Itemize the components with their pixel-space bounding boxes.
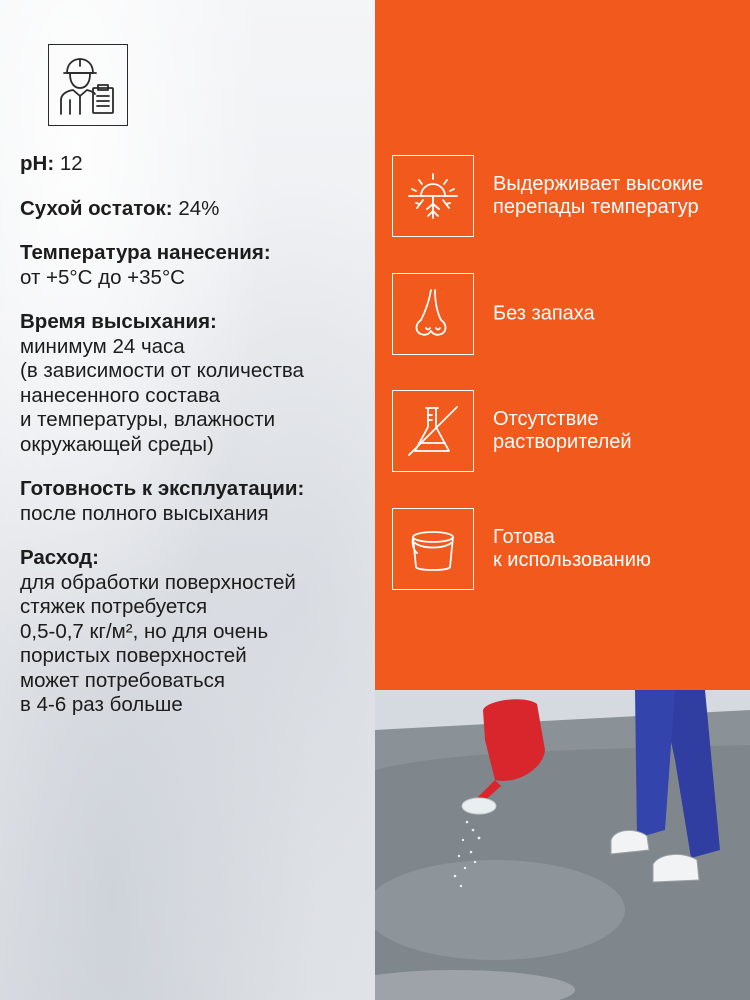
spec-value: от +5°C до +35°C — [20, 265, 185, 289]
nose-icon — [403, 284, 463, 344]
application-photo — [375, 690, 750, 1000]
spec-readiness — [20, 477, 368, 526]
specs-list — [20, 152, 368, 738]
feature-no-solvents — [392, 390, 742, 472]
feature-icon-frame — [392, 390, 474, 472]
sun-frost-icon — [403, 166, 463, 226]
spec-key: Время высыхания: — [20, 310, 217, 333]
feature-label: Готова к использованию — [493, 526, 651, 571]
spec-key: pH: — [20, 152, 55, 175]
flask-crossed-icon — [403, 401, 463, 461]
spec-drying-time — [20, 310, 368, 457]
feature-icon-frame — [392, 508, 474, 590]
feature-icon-frame — [392, 273, 474, 355]
spec-value: 24% — [172, 196, 220, 220]
watering-scene — [375, 690, 750, 1000]
spec-application-temp — [20, 241, 368, 290]
spec-dry-residue — [20, 197, 368, 222]
feature-label: Выдерживает высокие перепады температур — [493, 173, 704, 218]
spec-value: для обработки поверхностей стяжек потребуется 0,5-0,7 кг/м², но для очень пористых поверхностей может потребоваться в 4-6 раз больше — [20, 570, 296, 716]
spec-value: минимум 24 часа (в зависимости от количества нанесенного состава и температуры, влажности окружающей среды) — [20, 334, 304, 456]
worker-clipboard-icon — [57, 54, 119, 116]
spec-consumption — [20, 546, 368, 718]
feature-label: Без запаха — [493, 302, 595, 325]
spec-ph — [20, 152, 368, 177]
feature-no-odor — [392, 273, 742, 355]
spec-key: Сухой остаток: — [20, 196, 173, 220]
spec-value: 12 — [54, 152, 83, 175]
spec-key: Расход: — [20, 546, 99, 569]
feature-label: Отсутствие растворителей — [493, 408, 632, 453]
bucket-icon — [403, 519, 463, 579]
feature-temperature — [392, 155, 742, 237]
feature-icon-frame — [392, 155, 474, 237]
feature-ready-to-use — [392, 508, 742, 590]
spec-key: Температура нанесения: — [20, 241, 271, 264]
worker-icon-frame — [48, 44, 128, 126]
spec-value: после полного высыхания — [20, 501, 269, 525]
features-panel — [375, 0, 750, 690]
spec-key: Готовность к эксплуатации: — [20, 477, 305, 500]
